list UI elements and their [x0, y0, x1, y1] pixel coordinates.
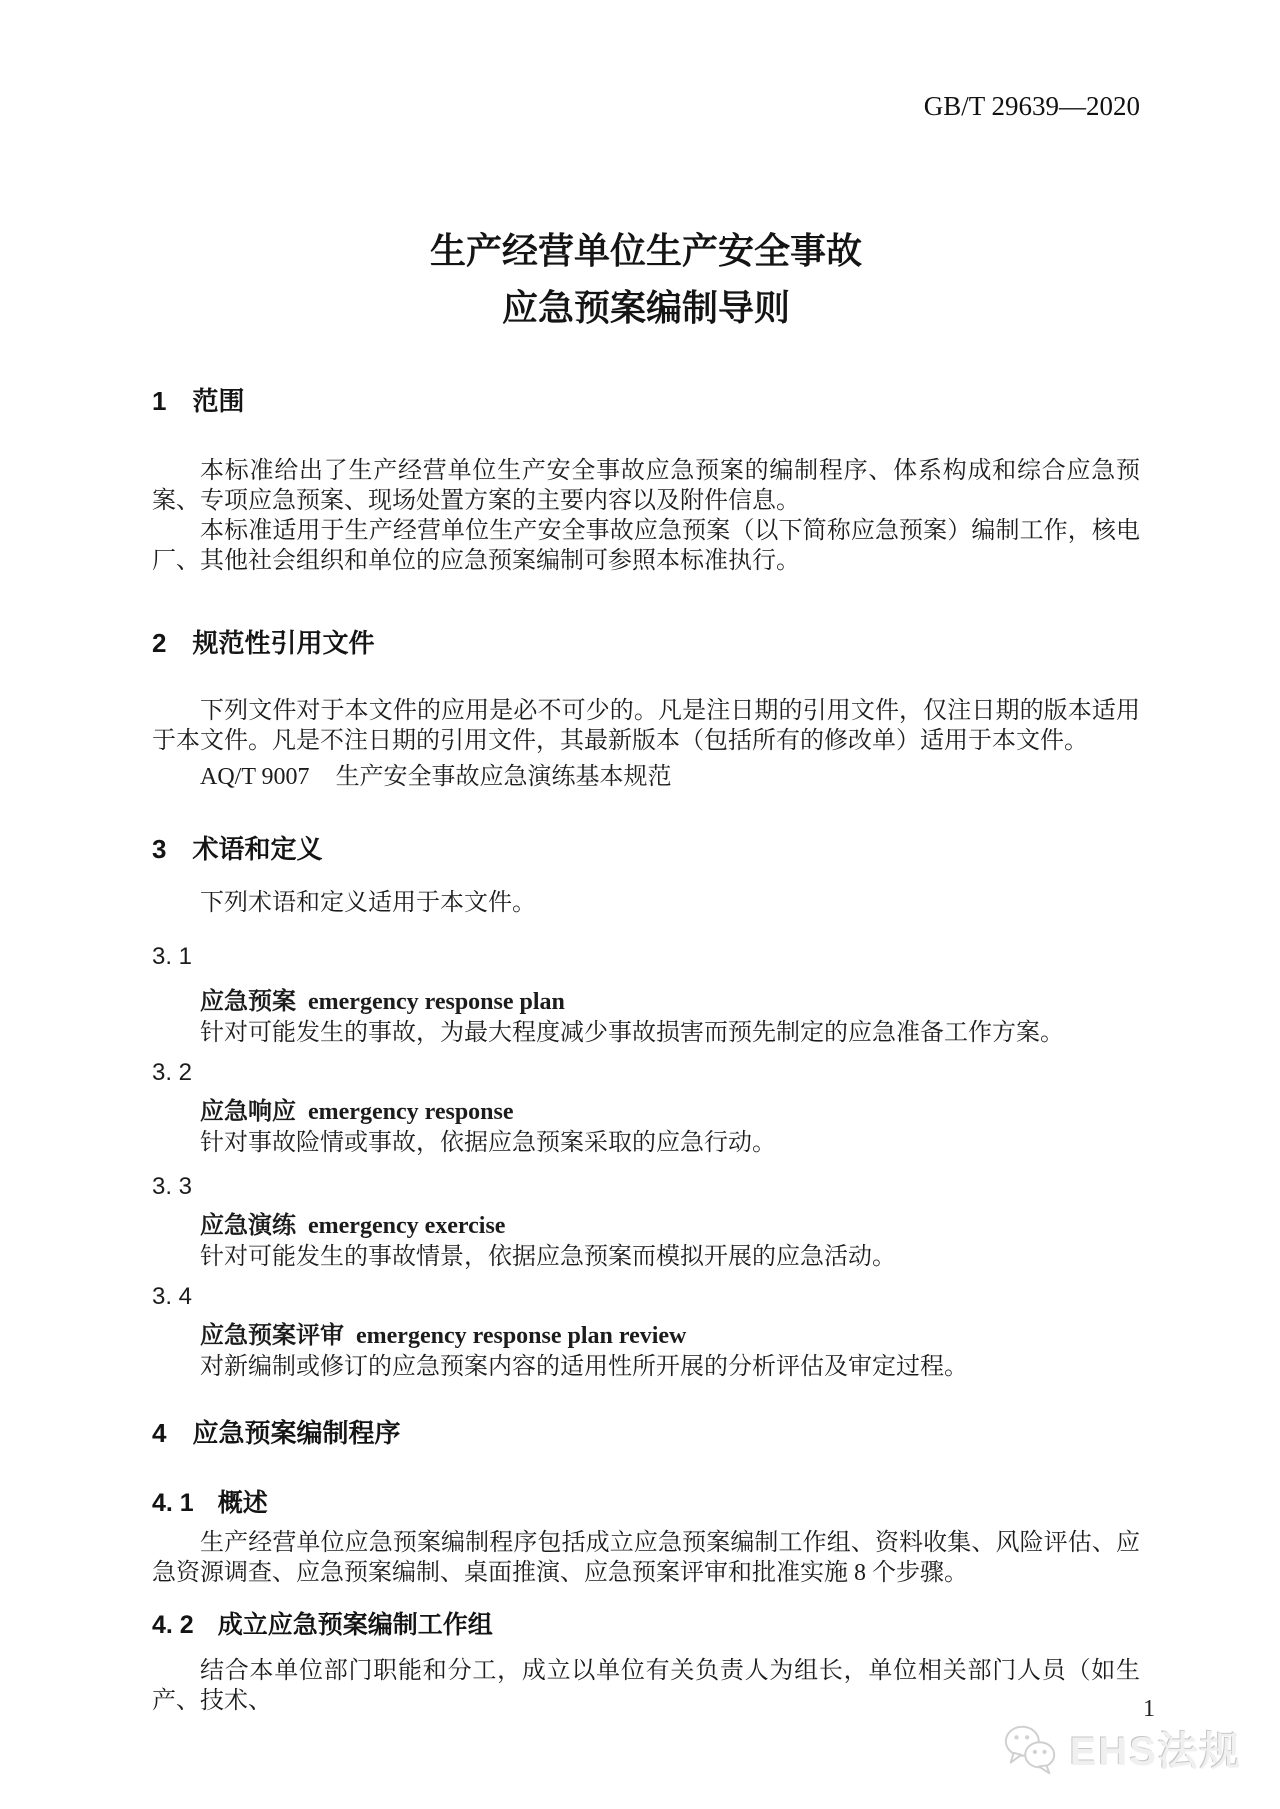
section-2-title: 规范性引用文件 — [192, 628, 375, 658]
section-3-title: 术语和定义 — [192, 834, 323, 864]
term-zh: 应急预案 — [200, 988, 296, 1015]
section-2-heading — [152, 626, 1140, 660]
section-1-heading — [152, 384, 1140, 418]
term-definition: 针对可能发生的事故情景，依据应急预案而模拟开展的应急活动。 — [200, 1244, 896, 1270]
wechat-icon — [1002, 1722, 1060, 1776]
section-4-2-heading — [152, 1608, 1140, 1642]
term-zh: 应急预案评审 — [200, 1322, 344, 1349]
document-title — [152, 222, 1140, 336]
section-3-number: 3 — [152, 834, 167, 864]
watermark — [1002, 1720, 1242, 1777]
term-en: emergency response plan review — [356, 1323, 687, 1349]
standard-code: GB/T 29639—2020 — [923, 91, 1140, 121]
term-en: emergency response plan — [308, 989, 565, 1015]
term-definition: 针对事故险情或事故，依据应急预案采取的应急行动。 — [200, 1130, 776, 1156]
section-1-paragraph-1: 本标准给出了生产经营单位生产安全事故应急预案的编制程序、体系构成和综合应急预案、专项应急预案、现场处置方案的主要内容以及附件信息。 — [152, 458, 1140, 514]
section-4-number: 4 — [152, 1418, 167, 1448]
terms-intro: 下列术语和定义适用于本文件。 — [200, 890, 536, 916]
section-4-title: 应急预案编制程序 — [192, 1418, 401, 1448]
term-zh: 应急响应 — [200, 1098, 296, 1125]
section-4-1-number: 4. 1 — [152, 1489, 194, 1517]
section-2-number: 2 — [152, 628, 167, 658]
page-number: 1 — [1143, 1696, 1155, 1722]
term-entry — [152, 1210, 1140, 1242]
normative-reference — [152, 762, 1140, 792]
term-en: emergency response — [308, 1099, 514, 1125]
term-number: 3. 1 — [152, 943, 193, 970]
section-1-paragraph-2: 本标准适用于生产经营单位生产安全事故应急预案（以下简称应急预案）编制工作，核电厂、其他社会组织和单位的应急预案编制可参照本标准执行。 — [152, 518, 1140, 574]
watermark-text: EHS法规 — [1069, 1730, 1242, 1774]
section-4-heading — [152, 1416, 1140, 1450]
reference-code: AQ/T 9007 — [200, 764, 310, 790]
section-4-1-heading — [152, 1486, 1140, 1520]
section-3-heading — [152, 832, 1140, 866]
section-4-1-paragraph: 生产经营单位应急预案编制程序包括成立应急预案编制工作组、资料收集、风险评估、应急资源调查、应急预案编制、桌面推演、应急预案评审和批准实施 8 个步骤。 — [152, 1530, 1140, 1586]
section-4-1-title: 概述 — [217, 1489, 268, 1517]
section-1-title: 范围 — [192, 386, 245, 416]
reference-title: 生产安全事故应急演练基本规范 — [335, 764, 672, 790]
term-entry — [152, 1096, 1140, 1128]
term-entry — [152, 986, 1140, 1018]
section-4-2-title: 成立应急预案编制工作组 — [217, 1611, 493, 1639]
term-number: 3. 2 — [152, 1059, 193, 1086]
term-number: 3. 3 — [152, 1173, 193, 1200]
document-title-line2: 应急预案编制导则 — [501, 287, 790, 328]
section-4-2-number: 4. 2 — [152, 1611, 194, 1639]
term-number: 3. 4 — [152, 1283, 193, 1310]
term-definition: 针对可能发生的事故，为最大程度减少事故损害而预先制定的应急准备工作方案。 — [200, 1020, 1064, 1046]
term-en: emergency exercise — [308, 1213, 506, 1239]
section-4-2-paragraph: 结合本单位部门职能和分工，成立以单位有关负责人为组长，单位相关部门人员（如生产、技术、 — [152, 1658, 1140, 1714]
term-definition: 对新编制或修订的应急预案内容的适用性所开展的分析评估及审定过程。 — [200, 1354, 968, 1380]
term-entry — [152, 1320, 1140, 1352]
section-2-paragraph-1: 下列文件对于本文件的应用是必不可少的。凡是注日期的引用文件，仅注日期的版本适用于本文件。凡是不注日期的引用文件，其最新版本（包括所有的修改单）适用于本文件。 — [152, 698, 1140, 754]
document-title-line1: 生产经营单位生产安全事故 — [429, 230, 862, 271]
section-1-number: 1 — [152, 386, 167, 416]
term-zh: 应急演练 — [200, 1212, 296, 1239]
